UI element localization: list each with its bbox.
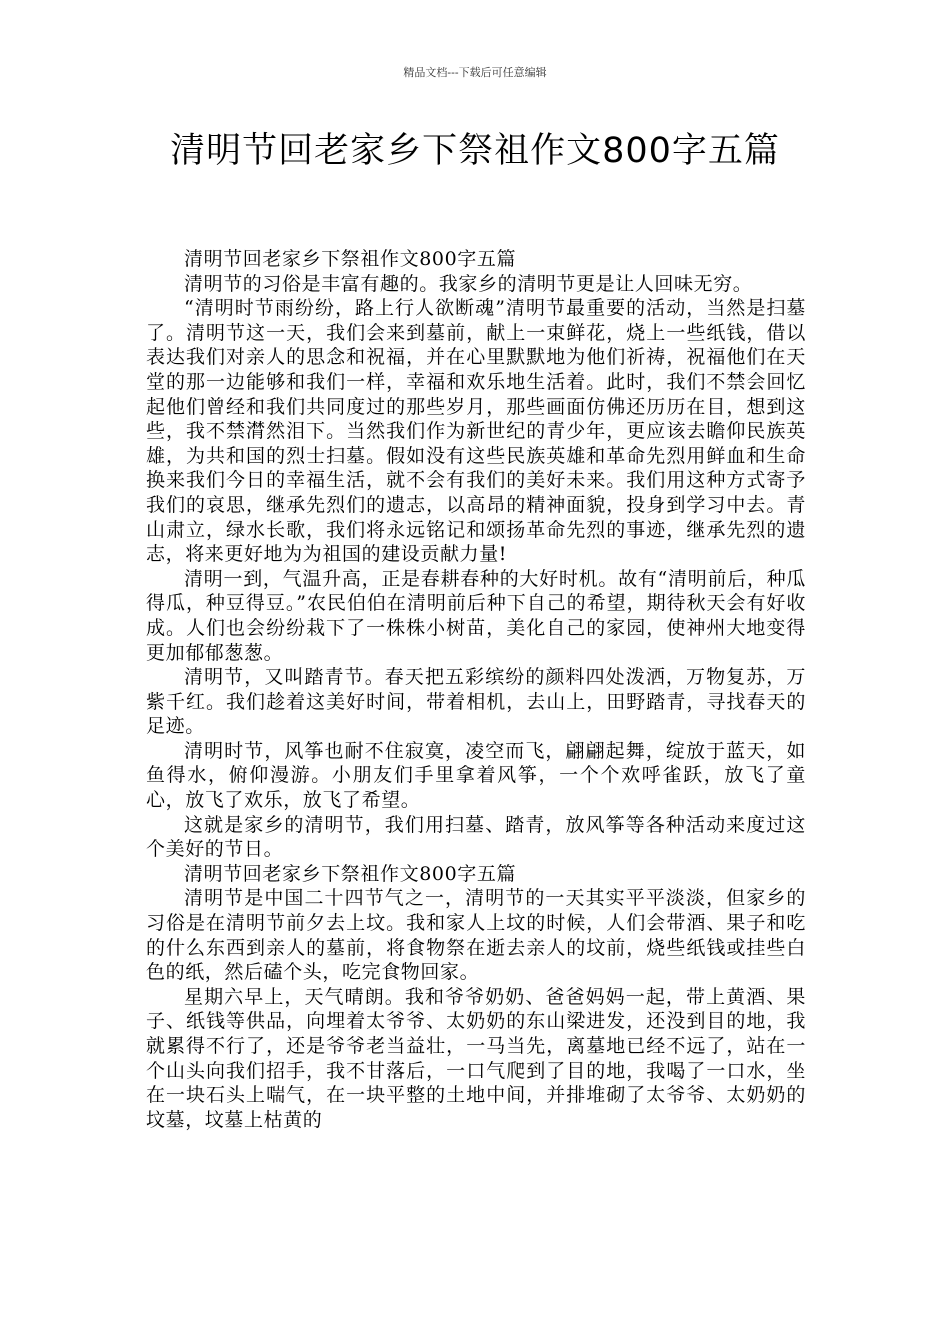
paragraph-6: 清明时节，风筝也耐不住寂寞，凌空而飞，翩翩起舞，绽放于蓝天，如鱼得水，俯仰漫游。小朋友们手里拿着风筝，一个个欢呼雀跃，放飞了童心，放飞了欢乐，放飞了希望。 (146, 739, 806, 812)
paragraph-10: 星期六早上，天气晴朗。我和爷爷奶奶、爸爸妈妈一起，带上黄酒、果子、纸钱等供品，向埋着太爷爷、太奶奶的东山梁进发，还没到目的地，我就累得不行了，还是爷爷老当益壮，一马当先，离墓地已经不远了，站在一个山头向我们招手，我不甘落后，一口气爬到了目的地，我喝了一口水，坐在一块石头上喘气，在一块平整的土地中间，并排堆砌了太爷爷、太奶奶的坟墓，坟墓上枯黄的 (146, 985, 806, 1131)
paragraph-3: “清明时节雨纷纷，路上行人欲断魂”清明节最重要的活动，当然是扫墓了。清明节这一天，我们会来到墓前，献上一束鲜花，烧上一些纸钱，借以表达我们对亲人的思念和祝福，并在心里默默地为他们祈祷，祝福他们在天堂的那一边能够和我们一样，幸福和欢乐地生活着。此时，我们不禁会回忆起他们曾经和我们共同度过的那些岁月，那些画面仿佛还历历在目，想到这些，我不禁潸然泪下。当然我们作为新世纪的青少年，更应该去瞻仰民族英雄，为共和国的烈士扫墓。假如没有这些民族英雄和革命先烈用鲜血和生命换来我们今日的幸福生活，就不会有我们的美好未来。我们用这种方式寄予我们的哀思，继承先烈们的遗志，以高昂的精神面貌，投身到学习中去。青山肃立，绿水长歌，我们将永远铭记和颂扬革命先烈的事迹，继承先烈的遗志，将来更好地为为祖国的建设贡献力量! (146, 297, 806, 566)
page-header: 精品文档---下载后可任意编辑 (403, 66, 547, 79)
document-body (146, 247, 806, 1132)
paragraph-8-subtitle: 清明节回老家乡下祭祖作文800字五篇 (184, 862, 517, 885)
paragraph-7: 这就是家乡的清明节，我们用扫墓、踏青，放风筝等各种活动来度过这个美好的节日。 (146, 813, 806, 861)
paragraph-9: 清明节是中国二十四节气之一，清明节的一天其实平平淡淡，但家乡的习俗是在清明节前夕去上坟。我和家人上坟的时候，人们会带酒、果子和吃的什么东西到亲人的墓前，将食物祭在逝去亲人的坟前，烧些纸钱或挂些白色的纸，然后磕个头，吃完食物回家。 (146, 887, 806, 984)
document-title: 清明节回老家乡下祭祖作文800字五篇 (170, 131, 780, 171)
paragraph-2: 清明节的习俗是丰富有趣的。我家乡的清明节更是让人回味无穷。 (184, 272, 753, 295)
paragraph-1-subtitle: 清明节回老家乡下祭祖作文800字五篇 (184, 248, 517, 270)
paragraph-5: 清明节，又叫踏青节。春天把五彩缤纷的颜料四处泼洒，万物复苏，万紫千红。我们趁着这美好时间，带着相机，去山上，田野踏青，寻找春天的足迹。 (146, 666, 806, 738)
paragraph-4: 清明一到，气温升高，正是春耕春种的大好时机。故有“清明前后，种瓜得瓜，种豆得豆。”农民伯伯在清明前后种下自己的希望，期待秋天会有好收成。人们也会纷纷栽下了一株株小树苗，美化自己的家园，使神州大地变得更加郁郁葱葱。 (146, 567, 806, 664)
